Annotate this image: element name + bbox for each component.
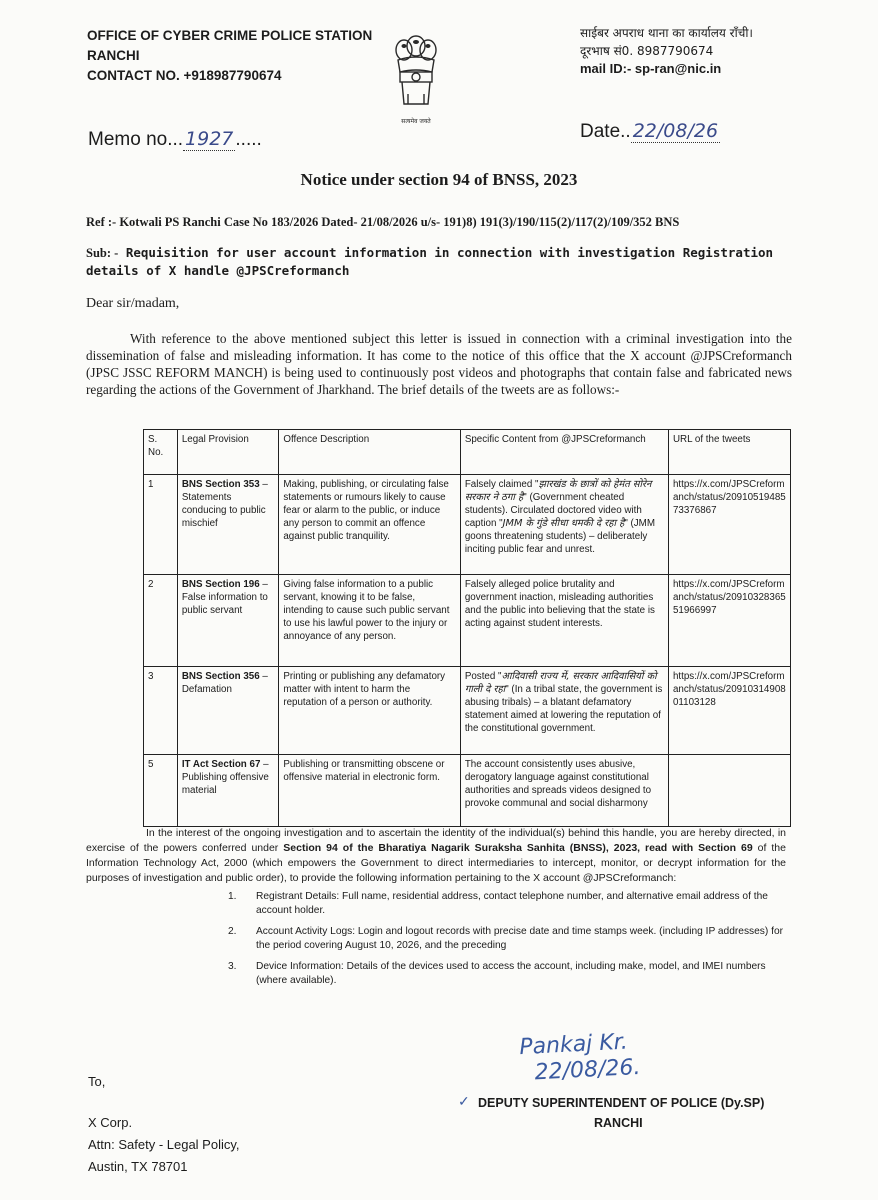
subject-prefix: Sub: - — [86, 246, 119, 260]
reference-line: Ref :- Kotwali PS Ranchi Case No 183/2026 Dated- 21/08/2026 u/s- 191)8) 191(3)/190/115(2)/117(2)/109/352 BNS — [86, 215, 680, 229]
specific-content: The account consistently uses abusive, derogatory language against constitutional authorities and spreads videos designed to provoke communal and social disharmony — [460, 755, 668, 827]
memo-number: 1927 — [185, 128, 234, 150]
check-mark-icon: ✓ — [458, 1095, 470, 1110]
salutation: Dear sir/madam, — [86, 296, 180, 311]
legal-provision: IT Act Section 67 – Publishing offensive material — [177, 755, 279, 827]
subject-line — [86, 244, 786, 280]
legal-provision: BNS Section 196 – False information to public servant — [177, 575, 279, 667]
hindi-office-name: साईबर अपराध थाना का कार्यालय राँची। — [580, 26, 753, 40]
table-header-row — [144, 430, 791, 475]
office-contact: CONTACT NO. +918987790674 — [87, 68, 282, 83]
tweets-table — [143, 429, 791, 827]
specific-content: Falsely alleged police brutality and government inaction, misleading authorities and the public into believing that the state is acting against student interests. — [460, 575, 668, 667]
offence-description: Making, publishing, or circulating false statements or rumours likely to cause fear or alarm to the public, or induce any person to commit an offence against public tranquility. — [279, 475, 460, 575]
legal-provision: BNS Section 356 – Defamation — [177, 667, 279, 755]
legal-provision: BNS Section 353 – Statements conducing to public mischief — [177, 475, 279, 575]
offence-description: Giving false information to a public servant, knowing it to be false, intending to cause such public servant to use his lawful power to the injury or annoyance of any person. — [279, 575, 460, 667]
col-header: Legal Provision — [177, 430, 279, 475]
office-city: RANCHI — [87, 48, 140, 63]
tweet-url — [668, 755, 790, 827]
table-row — [144, 575, 791, 667]
designation-city: RANCHI — [594, 1116, 643, 1130]
specific-content: Falsely claimed "झारखंड के छात्रों को हेमंत सोरेन सरकार ने ठगा है" (Government cheated students). Circulated doctored video with caption "JMM के गुंडे सीधा धमकी दे रहा है" (JMM goons threatening students) – deliberately inciting public fear and unrest. — [460, 475, 668, 575]
tweet-url[interactable]: https://x.com/JPSCreformanch/status/2091032836551966997 — [668, 575, 790, 667]
row-number: 5 — [144, 755, 178, 827]
subject-text: Requisition for user account information in connection with investigation Registration details of X handle @JPSCreformanch — [86, 245, 774, 278]
mail-id: mail ID:- sp-ran@nic.in — [580, 61, 722, 76]
office-name: OFFICE OF CYBER CRIME POLICE STATION — [87, 28, 373, 43]
tweet-url[interactable]: https://x.com/JPSCreformanch/status/2091051948573376867 — [668, 475, 790, 575]
date-label: Date.. — [580, 121, 631, 142]
list-item: 1. Registrant Details: Full name, residential address, contact telephone number, and alternative email address of the account holder. — [228, 891, 768, 916]
recipient-line: X Corp. — [88, 1115, 133, 1130]
row-number: 1 — [144, 475, 178, 575]
recipient-line: Attn: Safety - Legal Policy, — [88, 1137, 240, 1152]
closing-paragraph: In the interest of the ongoing investigation and to ascertain the identity of the individual(s) behind this handle, you are hereby directed, in exercise of the powers conferred under Section 94 of the Bharatiya Nagarik Suraksha Sanhita (BNSS), 2023, read with Section 69 of the Information Technology Act, 2000 (which empowers the Government to direct intermediaries to intercept, monitor, or decrypt information for the purposes of investigation and public order), to provide the following information pertaining to the X account @JPSCreformanch: — [86, 827, 786, 884]
state-emblem-icon — [388, 24, 444, 125]
row-number: 3 — [144, 667, 178, 755]
handwritten-signature — [519, 1029, 641, 1087]
office-header — [87, 26, 372, 86]
row-number: 2 — [144, 575, 178, 667]
recipient-address — [88, 1112, 240, 1178]
table-row — [144, 475, 791, 575]
date-line — [580, 120, 720, 143]
office-header-hindi — [580, 24, 753, 78]
recipient-line: Austin, TX 78701 — [88, 1159, 188, 1174]
list-item: 3. Device Information: Details of the devices used to access the account, including make, model, and IMEI numbers (where available). — [228, 961, 766, 986]
body-paragraph: With reference to the above mentioned subject this letter is issued in connection with a criminal investigation into the dissemination of false and misleading information. It has come to the notice of this office that the X account @JPSCreformanch (JPSC JSSC REFORM MANCH) is being used to continuously post videos and photographs that contain false and fabricated news regarding the actions of the Government of Jharkhand. The brief details of the tweets are as follows:- — [86, 331, 792, 397]
col-header: URL of the tweets — [668, 430, 790, 475]
list-item: 2. Account Activity Logs: Login and logout records with precise date and time stamps week. (including IP addresses) for the period covering August 10, 2026, and the preceding — [228, 926, 784, 951]
tweet-url[interactable]: https://x.com/JPSCreformanch/status/2091031490801103128 — [668, 667, 790, 755]
col-header: Offence Description — [279, 430, 460, 475]
table-row — [144, 667, 791, 755]
emblem-caption: सत्यमेव जयते — [401, 118, 431, 125]
signature-date: 22/08/26. — [534, 1054, 642, 1086]
specific-content: Posted "आदिवासी राज्य में, सरकार आदिवासियों को गाली दे रहा" (In a tribal state, the government is abusing tribals) – a blatant defamatory statement aimed at lowering the reputation of the constitutional government. — [460, 667, 668, 755]
notice-title: Notice under section 94 of BNSS, 2023 — [300, 170, 578, 189]
memo-trail: ..... — [235, 129, 262, 150]
recipient-to: To, — [88, 1074, 106, 1089]
memo-label: Memo no... — [88, 129, 184, 150]
offence-description: Publishing or transmitting obscene or offensive material in electronic form. — [279, 755, 460, 827]
memo-line — [88, 128, 262, 151]
signature-name: Pankaj Kr. — [518, 1029, 629, 1061]
offence-description: Printing or publishing any defamatory matter with intent to harm the reputation of a person or authority. — [279, 667, 460, 755]
col-header: Specific Content from @JPSCreformanch — [460, 430, 668, 475]
date-value: 22/08/26 — [632, 120, 719, 142]
request-list — [218, 890, 788, 995]
table-row — [144, 755, 791, 827]
hindi-phone: दूरभाष सं0. 8987790674 — [580, 44, 714, 58]
designation: DEPUTY SUPERINTENDENT OF POLICE (Dy.SP) — [478, 1096, 765, 1110]
col-header: S. No. — [144, 430, 178, 475]
